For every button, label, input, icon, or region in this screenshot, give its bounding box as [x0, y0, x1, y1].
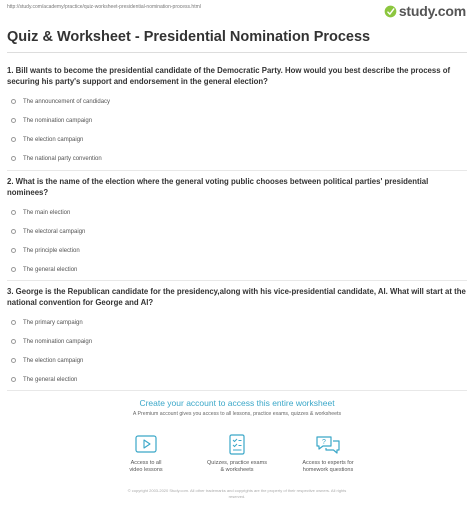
option[interactable]: [7, 222, 467, 241]
logo-text: study.com: [398, 3, 466, 19]
question-1: [7, 66, 467, 168]
question-divider: [7, 280, 467, 281]
option-label: The election campaign: [23, 357, 84, 364]
feature-text-line1: Access to all: [130, 460, 162, 466]
radio-button[interactable]: [11, 210, 16, 215]
radio-button[interactable]: [11, 137, 16, 142]
question-3: [7, 287, 467, 389]
option-label: The national party convention: [23, 155, 102, 162]
study-logo[interactable]: [384, 3, 466, 19]
feature-text-line2: homework questions: [302, 467, 354, 473]
title-divider: [7, 52, 467, 53]
svg-text:?: ?: [322, 439, 326, 446]
video-play-icon: [132, 434, 160, 456]
feature-text-line2: & worksheets: [220, 467, 254, 473]
page-url[interactable]: http://study.com/academy/practice/quiz-worksheet-presidential-nomination-process.html: [7, 4, 201, 10]
option-label: The election campaign: [23, 136, 84, 143]
top-bar: [0, 0, 474, 22]
option[interactable]: [7, 370, 467, 389]
quiz-checklist-icon: [223, 434, 251, 456]
option-label: The announcement of candidacy: [23, 98, 111, 105]
radio-button[interactable]: [11, 156, 16, 161]
option-label: The main election: [23, 209, 71, 216]
study-logo-icon: [384, 5, 397, 18]
radio-button[interactable]: [11, 267, 16, 272]
feature-quizzes: [192, 434, 282, 474]
copyright-line1: © copyright 2003-2020 Study.com. All other trademarks and copyrights are the property of their respective owners. All rights: [127, 488, 347, 493]
radio-button[interactable]: [11, 229, 16, 234]
option[interactable]: [7, 149, 467, 168]
page-title: Quiz & Worksheet - Presidential Nomination Process: [7, 29, 371, 45]
radio-button[interactable]: [11, 377, 16, 382]
radio-button[interactable]: [11, 358, 16, 363]
question-2: [7, 177, 467, 279]
question-text: 1. Bill wants to become the presidential candidate of the Democratic Party. How would you best describe the process of securing his party's support and endorsement in the general election?: [7, 66, 451, 86]
cta-subtitle: A Premium account gives you access to all lessons, practice exams, quizzes & worksheets: [132, 411, 342, 417]
radio-button[interactable]: [11, 339, 16, 344]
feature-experts: [283, 434, 373, 474]
option[interactable]: [7, 130, 467, 149]
option[interactable]: [7, 92, 467, 111]
option-label: The nomination campaign: [23, 338, 93, 345]
expert-chat-icon: [314, 434, 342, 456]
copyright-notice: [0, 488, 474, 500]
option[interactable]: [7, 313, 467, 332]
feature-text-line1: Quizzes, practice exams: [207, 460, 267, 466]
feature-text-line1: Access to experts for: [302, 460, 354, 466]
radio-button[interactable]: [11, 118, 16, 123]
options-list: [7, 313, 467, 389]
options-list: [7, 92, 467, 168]
option[interactable]: [7, 351, 467, 370]
option-label: The general election: [23, 376, 78, 383]
radio-button[interactable]: [11, 248, 16, 253]
question-divider: [7, 170, 467, 171]
option[interactable]: [7, 332, 467, 351]
options-list: [7, 203, 467, 279]
option-label: The nomination campaign: [23, 117, 93, 124]
copyright-line2: reserved.: [228, 494, 246, 499]
feature-video-lessons: [101, 434, 191, 474]
question-divider: [7, 390, 467, 391]
signup-cta: [0, 398, 474, 417]
option[interactable]: [7, 260, 467, 279]
option-label: The electoral campaign: [23, 228, 86, 235]
radio-button[interactable]: [11, 99, 16, 104]
question-text: 3. George is the Republican candidate for the presidency,along with his vice-presidential candidate, Al. What will start at the national convention for George and Al?: [7, 287, 466, 307]
cta-title[interactable]: Create your account to access this entire worksheet: [139, 398, 335, 408]
option[interactable]: [7, 203, 467, 222]
option-label: The primary campaign: [23, 319, 83, 326]
option-label: The general election: [23, 266, 78, 273]
option[interactable]: [7, 111, 467, 130]
radio-button[interactable]: [11, 320, 16, 325]
question-text: 2. What is the name of the election where the general voting public chooses between political parties' presidential nominees?: [7, 177, 429, 197]
option[interactable]: [7, 241, 467, 260]
option-label: The principle election: [23, 247, 80, 254]
feature-text-line2: video lessons: [129, 467, 163, 473]
